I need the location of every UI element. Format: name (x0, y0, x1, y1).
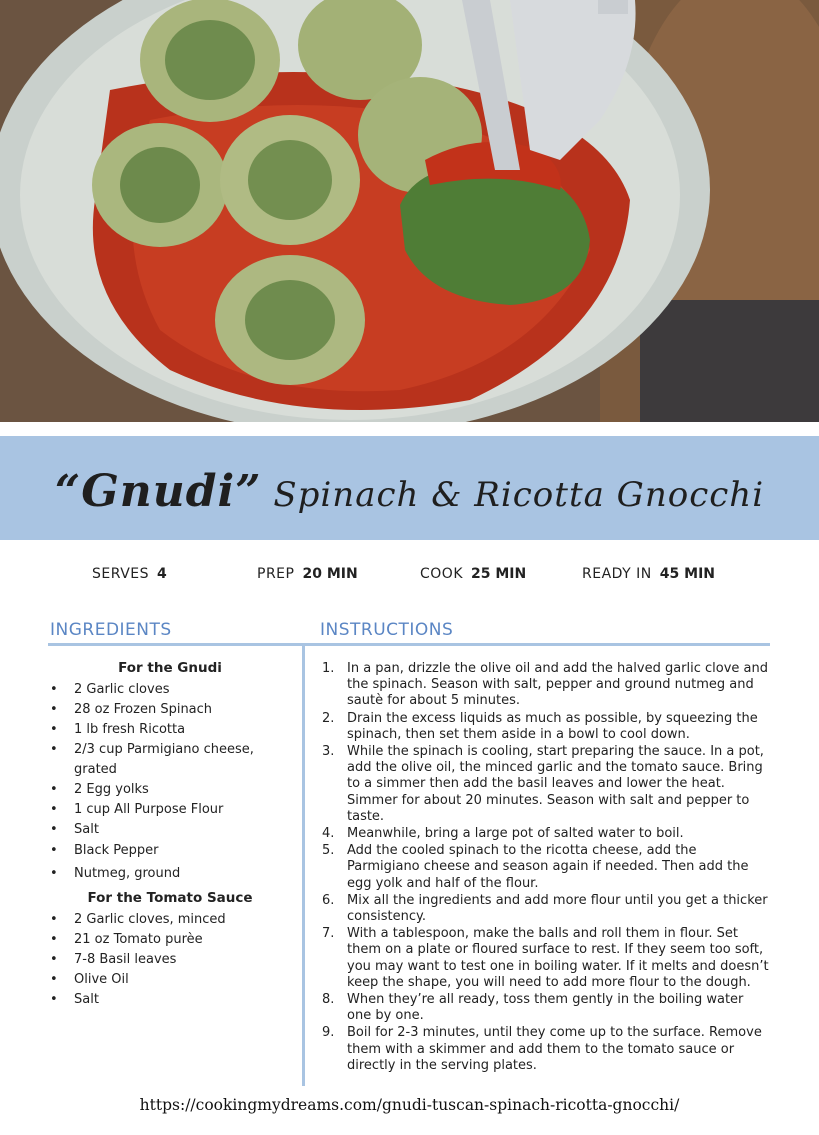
instruction-step (318, 992, 770, 1024)
step-number: 7. (322, 926, 335, 942)
instruction-step (318, 1025, 770, 1074)
instruction-step (318, 661, 770, 710)
stat-value: 45 MIN (659, 566, 715, 582)
title-highlight: “Gnudi” (54, 466, 262, 517)
instructions-heading: INSTRUCTIONS (320, 620, 454, 640)
stat-label: COOK (420, 566, 463, 582)
stat-value: 20 MIN (302, 566, 358, 582)
instruction-step (318, 744, 770, 825)
step-text: Drain the excess liquids as much as possible, by squeezing the spinach, then set them aside in a bowl to cool down. (347, 710, 758, 742)
step-number: 2. (322, 710, 335, 726)
step-number: 5. (322, 843, 335, 859)
instruction-step (318, 926, 770, 991)
list-item: • 28 oz Frozen Spinach (50, 700, 290, 720)
section-divider (48, 643, 770, 646)
recipe-photo (0, 0, 819, 422)
stat-cook (420, 566, 526, 582)
stat-value: 4 (157, 566, 167, 582)
ingredient-group (50, 680, 290, 884)
stat-prep (257, 566, 358, 582)
step-text: In a pan, drizzle the olive oil and add the halved garlic clove and the spinach. Season with salt, pepper and ground nutmeg and sautè for about 5 minutes. (347, 661, 769, 709)
recipe-stats (0, 566, 819, 586)
stat-label: READY IN (582, 566, 652, 582)
instruction-step (318, 843, 770, 892)
list-item: • 2/3 cup Parmigiano cheese, grated (50, 740, 290, 780)
list-item: • Black Pepper (50, 841, 290, 861)
step-text: When they’re all ready, toss them gently in the boiling water one by one. (347, 992, 744, 1024)
step-text: Mix all the ingredients and add more flour until you get a thicker consistency. (347, 892, 768, 925)
instruction-step (318, 826, 770, 842)
stat-value: 25 MIN (471, 566, 527, 582)
step-number: 9. (322, 1025, 335, 1041)
list-item: • 2 Garlic cloves (50, 680, 290, 700)
list-item: • Nutmeg, ground (50, 864, 290, 884)
step-number: 3. (322, 744, 335, 760)
list-item: • 2 Garlic cloves, minced (50, 910, 290, 930)
step-number: 8. (322, 992, 335, 1008)
stat-serves (92, 566, 167, 582)
title-rest: Spinach & Ricotta Gnocchi (273, 475, 765, 515)
list-item: • Salt (50, 820, 290, 840)
ingredient-group-title: For the Tomato Sauce (87, 890, 253, 906)
list-item: • Salt (50, 990, 290, 1010)
step-number: 1. (322, 661, 335, 676)
ingredients-list (50, 660, 290, 1010)
instructions-list (318, 661, 770, 1075)
list-item: • 2 Egg yolks (50, 780, 290, 800)
recipe-title (0, 466, 819, 517)
step-text: While the spinach is cooling, start preparing the sauce. In a pot, add the olive oil, the minced garlic and the tomato sauce. Bring to a simmer then add the basil leaves and lower the heat. Simmer for about 20 minutes. Season with salt and pepper to taste. (347, 744, 764, 824)
list-item: • 1 cup All Purpose Flour (50, 800, 290, 820)
ingredient-group (50, 910, 290, 1010)
step-text: Meanwhile, bring a large pot of salted water to boil. (347, 826, 684, 842)
step-text: Add the cooled spinach to the ricotta cheese, add the Parmigiano cheese and season again if needed. Then add the egg yolk and half of the flour. (347, 843, 749, 891)
stat-label: SERVES (92, 566, 150, 582)
step-text: With a tablespoon, make the balls and roll them in flour. Set them on a plate or floured surface to rest. If they seem too soft, you may want to test one in boiling water. If it melts and doesn’t keep the shape, you will need to add more flour to the dough. (347, 926, 769, 990)
step-number: 6. (322, 892, 335, 908)
instruction-step (318, 711, 770, 743)
source-url[interactable]: https://cookingmydreams.com/gnudi-tuscan-spinach-ricotta-gnocchi/ (139, 1096, 680, 1114)
list-item: • 7-8 Basil leaves (50, 950, 290, 970)
list-item: • 21 oz Tomato purèe (50, 930, 290, 950)
stat-ready (582, 566, 715, 582)
list-item: • 1 lb fresh Ricotta (50, 720, 290, 740)
instruction-step (318, 893, 770, 925)
ingredient-group-title: For the Gnudi (118, 660, 222, 676)
step-text: Boil for 2-3 minutes, until they come up to the surface. Remove them with a skimmer and add them to the tomato sauce or directly in the serving plates. (347, 1025, 762, 1073)
ingredients-heading: INGREDIENTS (50, 620, 172, 640)
column-divider (302, 646, 305, 1086)
stat-label: PREP (257, 566, 295, 582)
title-banner (0, 436, 819, 540)
list-item: • Olive Oil (50, 970, 290, 990)
step-number: 4. (322, 826, 335, 842)
gnocchi-photo-illustration (0, 0, 819, 422)
